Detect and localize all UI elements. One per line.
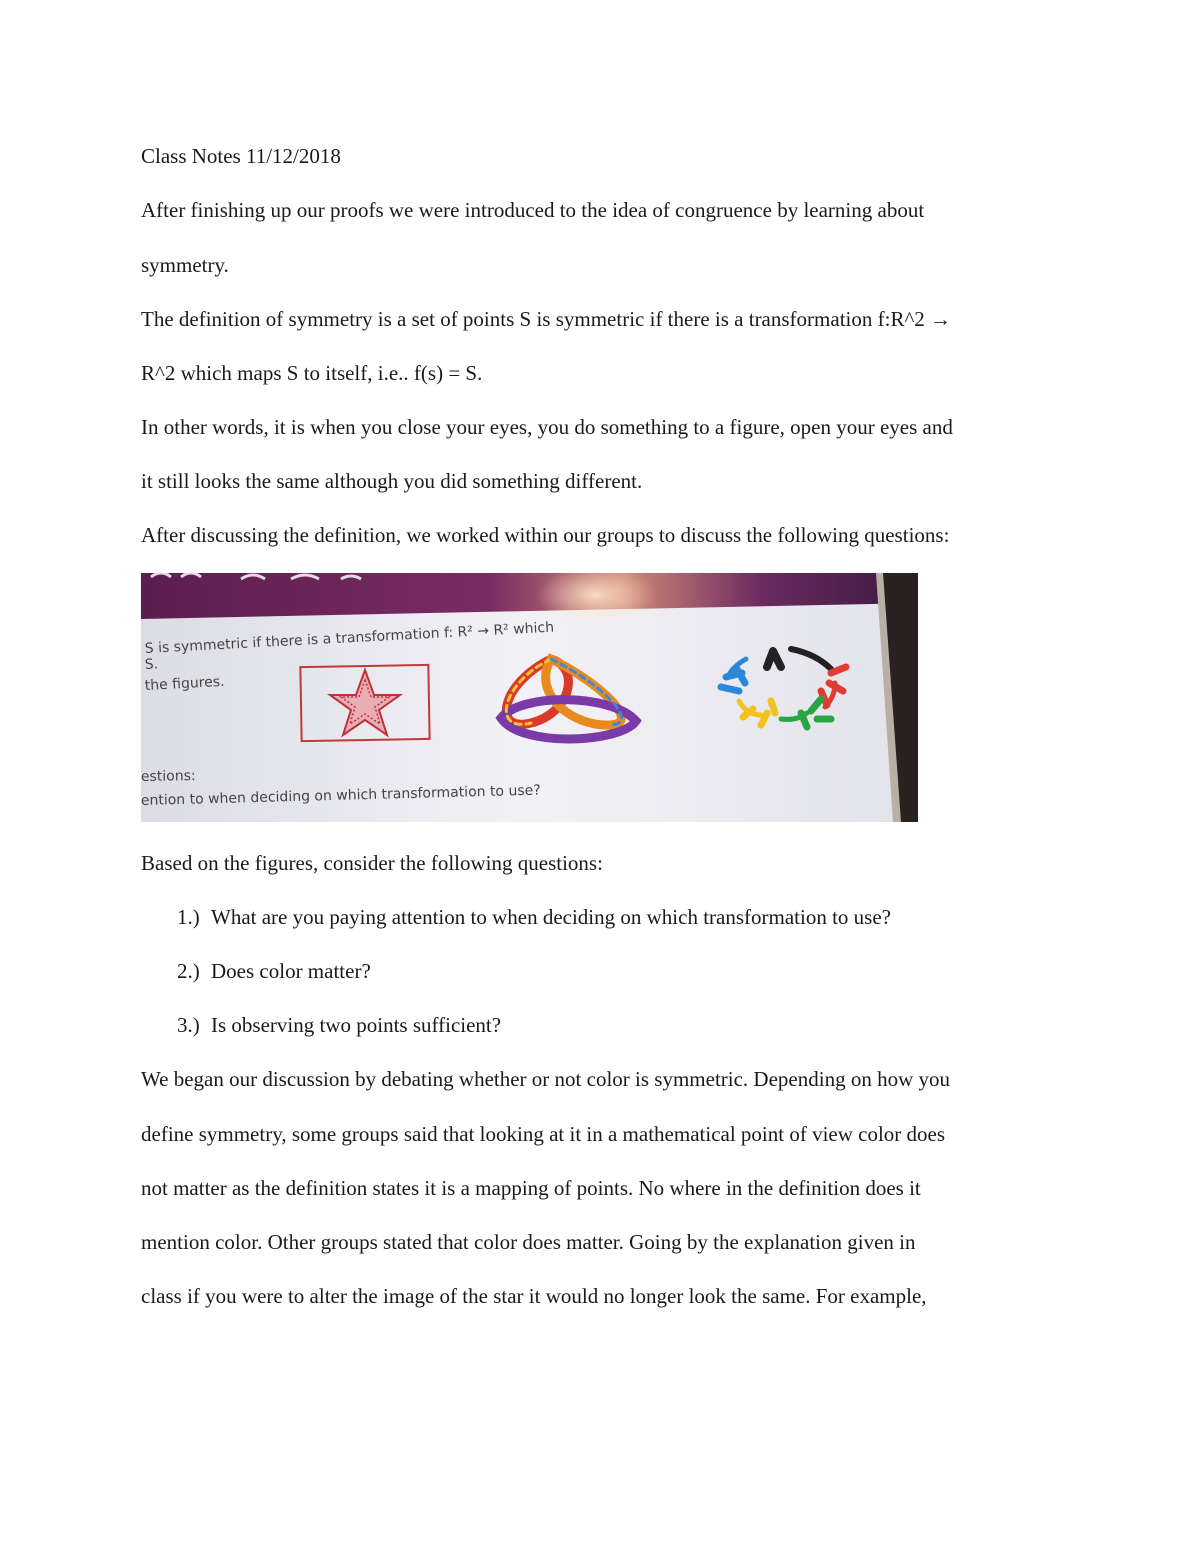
question-text: Is observing two points sufficient? xyxy=(211,1013,502,1037)
notes-title: Class Notes 11/12/2018 xyxy=(141,144,341,168)
paragraph-line: symmetry. xyxy=(141,253,229,277)
paragraph-line: We began our discussion by debating whether or not color is symmetric. Depending on how you xyxy=(141,1067,950,1091)
paragraph-line: mention color. Other groups stated that color does matter. Going by the explanation given in xyxy=(141,1230,916,1254)
photo-text-line: ention to when deciding on which transformation to use? xyxy=(141,782,541,809)
paragraph-line: The definition of symmetry is a set of points S is symmetric if there is a transformation f:R^2 → xyxy=(141,307,952,331)
question-item xyxy=(177,958,371,984)
paragraph-line: class if you were to alter the image of the star it would no longer look the same. For example, xyxy=(141,1284,927,1308)
slide-photo xyxy=(141,573,918,822)
question-text: What are you paying attention to when deciding on which transformation to use? xyxy=(211,905,891,929)
photo-text-line: S is symmetric if there is a transformation f: R² → R² which xyxy=(144,619,555,657)
question-number: 2.) xyxy=(177,959,200,983)
photo-text-line: S. xyxy=(144,656,159,673)
question-item xyxy=(177,1012,501,1038)
paragraph-line: R^2 which maps S to itself, i.e.. f(s) = S. xyxy=(141,361,483,385)
paragraph-line: define symmetry, some groups said that looking at it in a mathematical point of view color does xyxy=(141,1122,946,1146)
paragraph-line: not matter as the definition states it is a mapping of points. No where in the definition does it xyxy=(141,1176,921,1200)
question-item xyxy=(177,904,891,930)
paragraph-line: After discussing the definition, we worked within our groups to discuss the following questions: xyxy=(141,523,950,547)
paragraph-line: it still looks the same although you did something different. xyxy=(141,469,643,493)
question-number: 1.) xyxy=(177,905,200,929)
question-number: 3.) xyxy=(177,1013,200,1037)
photo-text-line: the figures. xyxy=(144,673,225,694)
paragraph-line: After finishing up our proofs we were introduced to the idea of congruence by learning about xyxy=(141,198,925,222)
questions-intro: Based on the figures, consider the following questions: xyxy=(141,851,603,875)
photo-text-line: estions: xyxy=(141,768,196,785)
paragraph-line: In other words, it is when you close your eyes, you do something to a figure, open your eyes and xyxy=(141,415,953,439)
question-text: Does color matter? xyxy=(211,959,371,983)
